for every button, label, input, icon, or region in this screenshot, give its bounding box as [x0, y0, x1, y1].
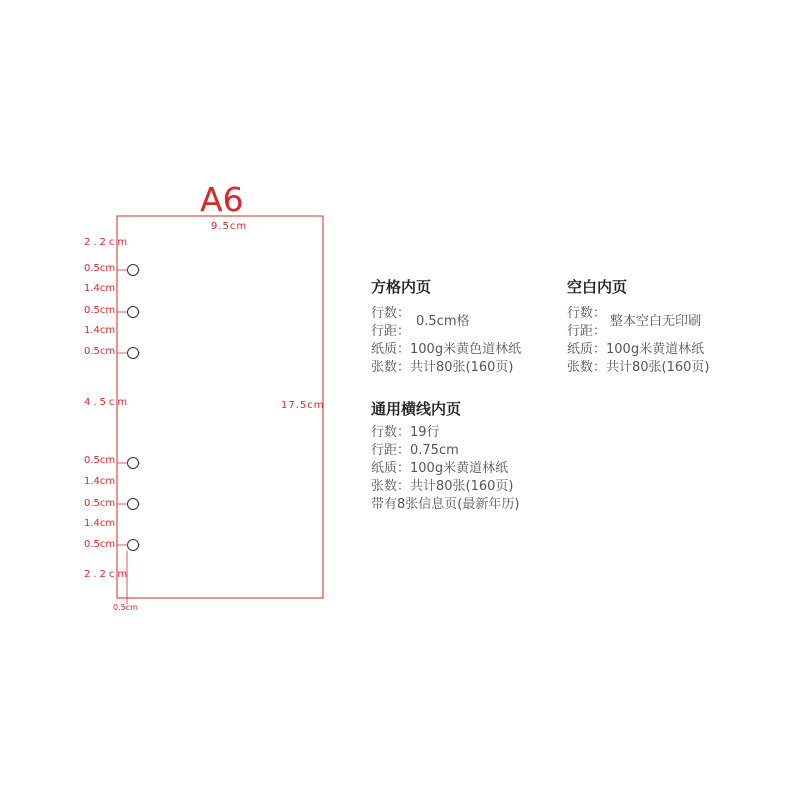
side-dimension-label: 0.5cm	[84, 346, 116, 357]
grid-section-title: 方格内页	[371, 278, 432, 296]
binder-hole	[128, 348, 139, 359]
grid-rows-label: 行数：	[371, 306, 411, 321]
side-dimension-label: 2.2cm	[84, 569, 131, 580]
side-dimension-label: 1.4cm	[84, 283, 116, 294]
side-dimension-label: 4.5cm	[84, 397, 131, 408]
side-dimension-label: 0.5cm	[84, 305, 116, 316]
blank-rows-label: 行数：	[567, 306, 607, 321]
lined-sheets: 张数：共计80张(160页)	[371, 479, 514, 494]
binder-hole	[128, 265, 139, 276]
side-dimension-label: 2.2cm	[84, 237, 131, 248]
side-dimension-label: 0.5cm	[84, 455, 116, 466]
grid-paper: 纸质：100g米黄色道林纸	[371, 342, 522, 357]
blank-paper: 纸质：100g米黄道林纸	[567, 342, 705, 357]
blank-shared-value: 整本空白无印刷	[610, 314, 702, 329]
binder-hole	[128, 499, 139, 510]
side-dimension-label: 1.4cm	[84, 325, 116, 336]
binder-hole	[128, 540, 139, 551]
height-dimension-label: 17.5cm	[281, 400, 325, 411]
blank-sheets: 张数：共计80张(160页)	[567, 360, 710, 375]
hole-offset-label: 0.5cm	[113, 603, 138, 612]
blank-section-title: 空白内页	[567, 278, 628, 296]
grid-spacing-value: 0.5cm格	[416, 314, 470, 329]
lined-paper: 纸质：100g米黄道林纸	[371, 461, 509, 476]
binder-hole	[128, 307, 139, 318]
width-dimension-label: 9.5cm	[211, 221, 248, 232]
lined-spacing: 行距：0.75cm	[371, 443, 459, 458]
side-dimension-label: 0.5cm	[84, 498, 116, 509]
side-dimension-label: 1.4cm	[84, 476, 116, 487]
grid-spacing-label: 行距：	[371, 324, 411, 339]
page-size-title: A6	[200, 180, 244, 219]
lined-extra-info: 带有8张信息页(最新年历)	[371, 497, 520, 512]
lined-section-title: 通用横线内页	[371, 400, 462, 418]
side-dimension-label: 0.5cm	[84, 263, 116, 274]
side-dimension-label: 0.5cm	[84, 539, 116, 550]
side-dimension-label: 1.4cm	[84, 518, 116, 529]
blank-spacing-label: 行距：	[567, 324, 607, 339]
grid-sheets: 张数：共计80张(160页)	[371, 360, 514, 375]
binder-hole	[128, 458, 139, 469]
lined-rows: 行数：19行	[371, 425, 440, 440]
